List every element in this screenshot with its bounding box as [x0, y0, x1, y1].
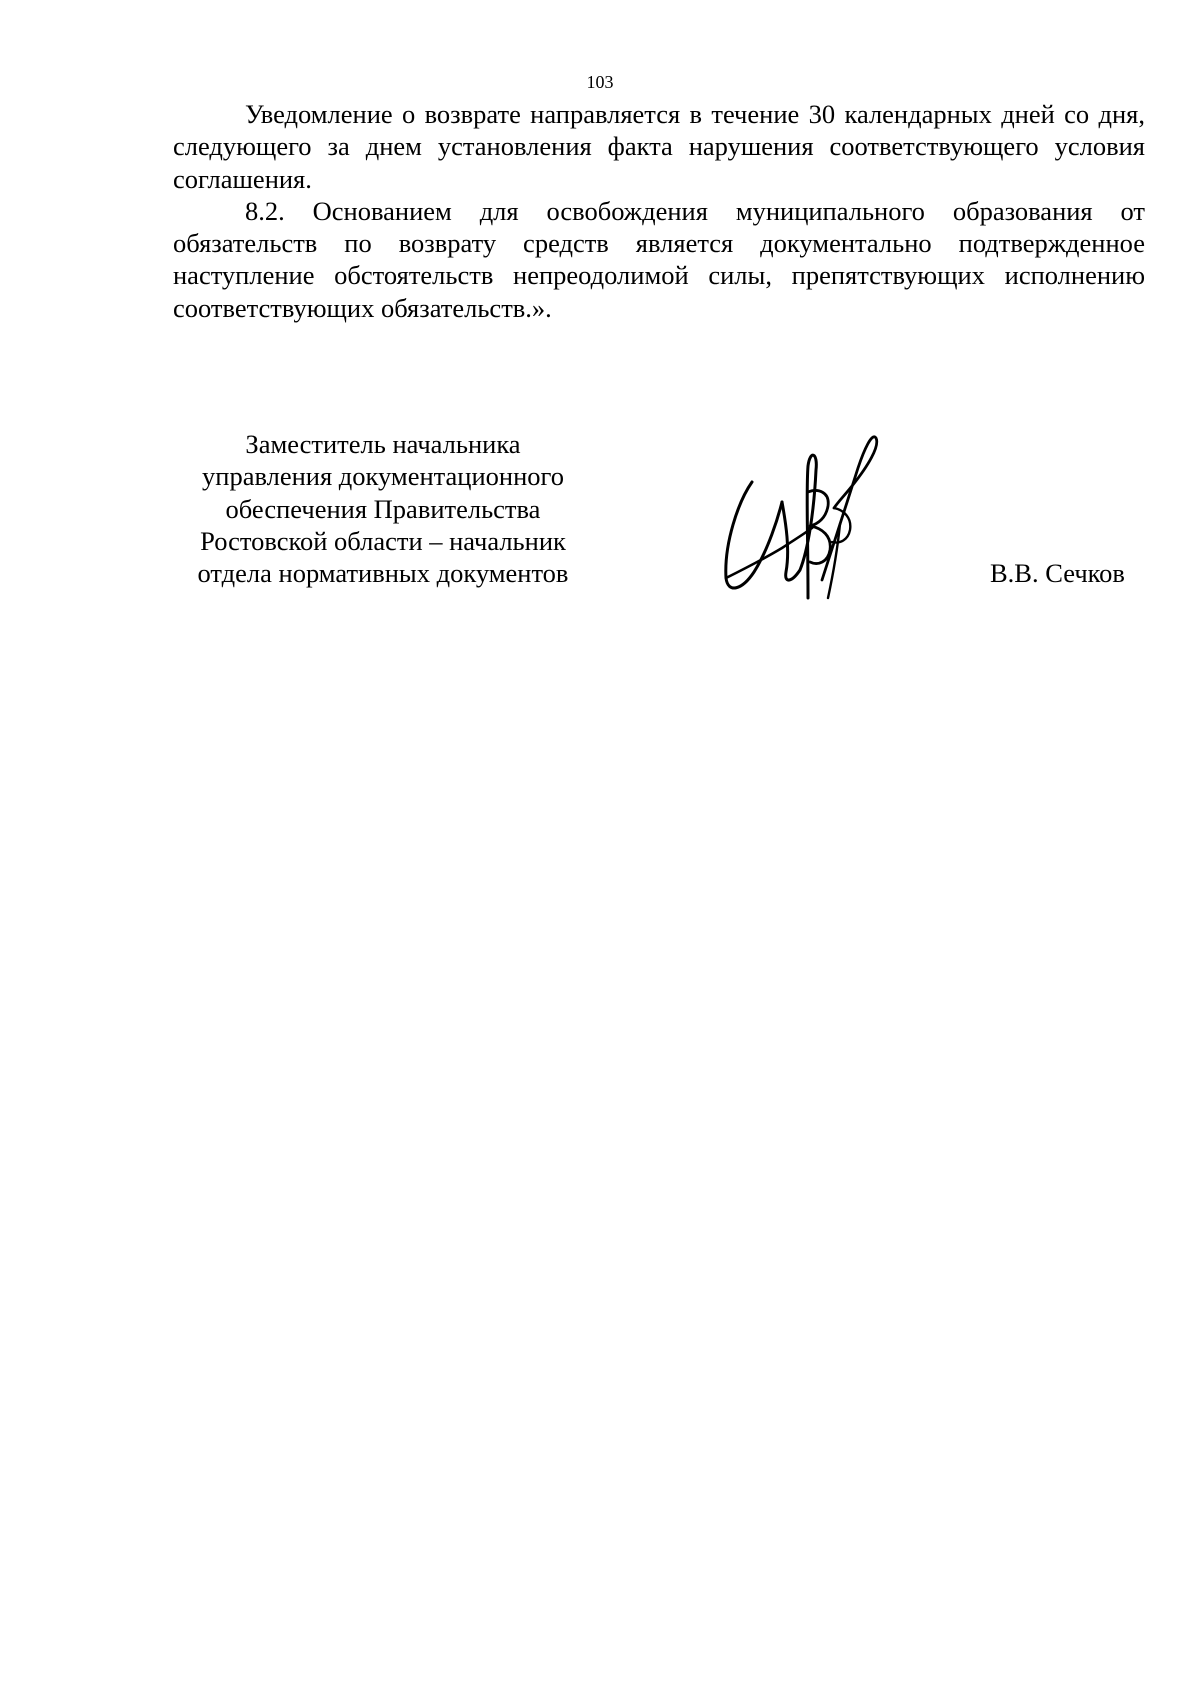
page-number: 103 [586, 72, 614, 92]
position-line: управления документационного [202, 461, 564, 492]
signature-stroke-right [822, 437, 877, 580]
position-line: Заместитель начальника [245, 429, 521, 459]
signature-stroke-loop [726, 482, 782, 588]
position-line: отдела нормативных документов [197, 558, 569, 589]
document-body [173, 98, 1145, 324]
paragraph-force-majeure: 8.2. Основанием для освобождения муниципального образования от обязательств по возврату средств является документально подтвержденное наступление обстоятельств непреодолимой силы, препятствующих исполнению соответствующих обязательств.». [173, 195, 1145, 323]
handwritten-signature-icon [712, 432, 882, 600]
signature-stroke-upper [808, 491, 830, 564]
signatory-position [173, 428, 593, 589]
position-line: Ростовской области – начальник [200, 525, 566, 556]
signature-stroke-descender [828, 524, 840, 598]
signer-name: В.В. Сечков [990, 558, 1125, 588]
position-line: обеспечения Правительства [225, 493, 541, 524]
paragraph-return-notice: Уведомление о возврате направляется в течение 30 календарных дней со дня, следующего за днем установления факта нарушения соответствующего условия соглашения. [173, 99, 1145, 194]
